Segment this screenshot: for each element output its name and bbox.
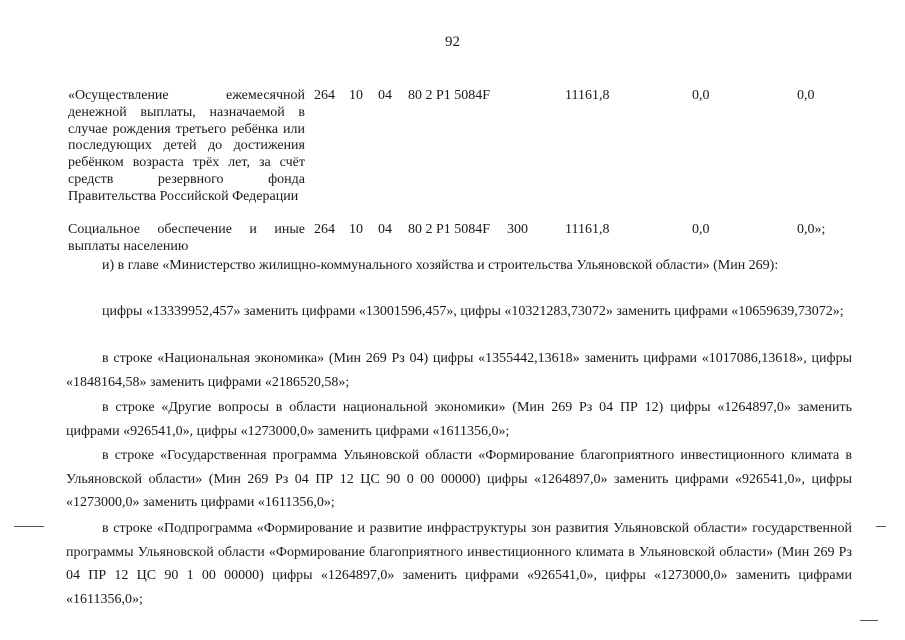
row-sum3: 0,0 — [797, 88, 815, 103]
row-sum1: 11161,8 — [565, 222, 610, 237]
row-sum2: 0,0 — [692, 222, 710, 237]
row-min: 264 — [314, 88, 335, 103]
row-cs: 80 2 P1 5084F — [408, 222, 491, 237]
row-rz: 10 — [349, 222, 363, 237]
row-min: 264 — [314, 222, 335, 237]
paragraph: цифры «13339952,457» заменить цифрами «13001596,457», цифры «10321283,73072» заменить цифрами «10659639,73072»; — [102, 304, 844, 319]
paragraph: и) в главе «Министерство жилищно-коммунального хозяйства и строительства Ульяновской области» (Мин 269): — [102, 258, 779, 273]
row-cs: 80 2 P1 5084F — [408, 88, 491, 103]
scan-mark — [860, 620, 878, 621]
scan-mark — [876, 526, 886, 527]
row-vr: 300 — [507, 222, 528, 237]
page-number: 92 — [445, 34, 460, 50]
row-sum2: 0,0 — [692, 88, 710, 103]
row-sum1: 11161,8 — [565, 88, 610, 103]
paragraph: в строке «Национальная экономика» (Мин 269 Рз 04) цифры «1355442,13618» заменить цифрами «1017086,13618», цифры «1848164,58» заменить цифрами «2186520,58»; — [66, 351, 852, 390]
row-sum3: 0,0»; — [797, 222, 826, 237]
paragraph: в строке «Государственная программа Ульяновской области «Формирование благоприятного инвестиционного климата в Ульяновской области» (Мин 269 Рз 04 ПР 12 ЦС 90 0 00 00000) цифры «1264897,0» заменить цифрами «926541,0», цифры «1273000,0» заменить цифрами «1611356,0»; — [66, 448, 852, 510]
row-rz: 10 — [349, 88, 363, 103]
paragraph: в строке «Другие вопросы в области национальной экономики» (Мин 269 Рз 04 ПР 12) цифры «1264897,0» заменить цифрами «926541,0», цифры «1273000,0» заменить цифрами «1611356,0»; — [66, 400, 852, 439]
row-pr: 04 — [378, 222, 392, 237]
row-name: «Осуществление ежемесячной денежной выплаты, назначаемой в случае рождения третьего ребёнка или последующих детей до достижения ребёнком возраста трёх лет, за счёт средств резервного фонда Правительства Российской Федерации — [68, 88, 305, 204]
row-pr: 04 — [378, 88, 392, 103]
scan-mark — [14, 526, 44, 527]
paragraph: в строке «Подпрограмма «Формирование и развитие инфраструктуры зон развития Ульяновской области» государственной программы Ульяновской области «Формирование благоприятного инвестиционного климата в Ульяновской области» (Мин 269 Рз 04 ПР 12 ЦС 90 1 00 00000) цифры «1264897,0» заменить цифрами «926541,0», цифры «1273000,0» заменить цифрами «1611356,0»; — [66, 521, 852, 607]
row-name: Социальное обеспечение и иные выплаты населению — [68, 222, 305, 254]
